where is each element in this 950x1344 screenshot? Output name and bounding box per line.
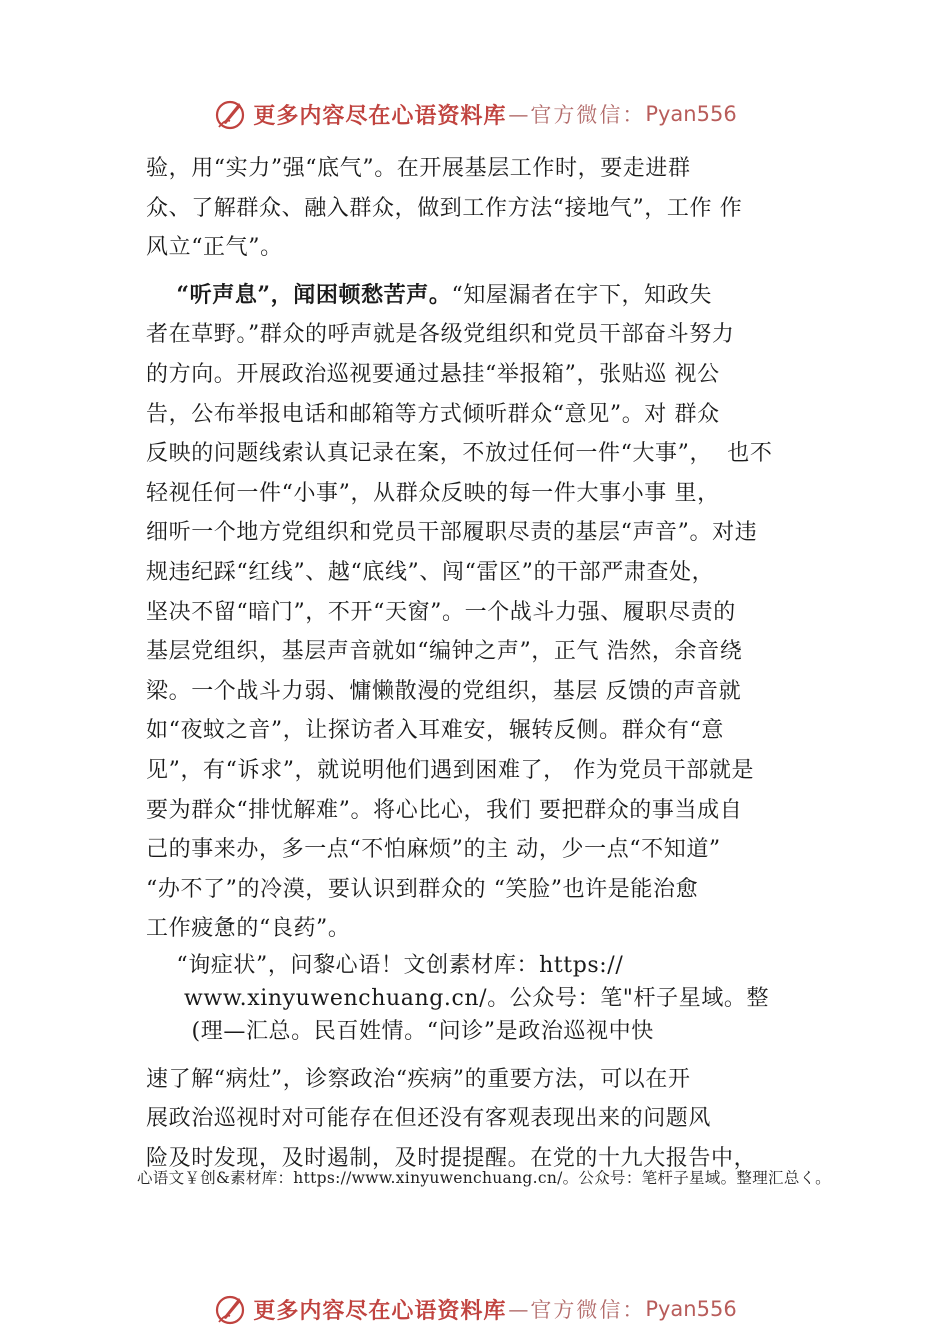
text-line: (理—汇总。民百姓情。“问诊”是政治巡视中快: [146, 1018, 654, 1044]
text-line: “询症状”，问黎心语！文创素材库：https://: [146, 952, 624, 978]
text-line: www.xinyuwenchuang.cn/。公众号：笔"杆子星域。整: [146, 985, 770, 1011]
banner-wechat-label: 官方微信：: [530, 103, 646, 127]
footer-banner: [0, 1287, 950, 1331]
banner-wechat-id: Pyan556: [645, 102, 737, 126]
text-span: “知屋漏者在宇下，知政失: [451, 282, 712, 308]
text-line: “办不了”的冷漠，要认识到群众的 “笑脸”也许是能治愈: [146, 876, 699, 902]
paragraph-2: [146, 276, 846, 949]
text-line: 速了解“病灶”，诊察政治“疾病”的重要方法，可以在开: [146, 1066, 691, 1092]
document-body: [146, 149, 846, 1179]
footer-note: 心语文￥创&素材库：https://www.xinyuwenchuang.cn/。公众号：笔杆子星域。整理汇总く。: [137, 1169, 831, 1187]
banner-dash: —: [508, 1297, 529, 1321]
banner-wechat-id: Pyan556: [645, 1297, 737, 1321]
banner-brand: 更多内容尽在心语资料库: [253, 1297, 507, 1324]
text-line: 轻视任何一件“小事”，从群众反映的每一件大事小事 里，: [146, 480, 720, 506]
text-line: 细听一个地方党组织和党员干部履职尽责的基层“声音”。对违: [146, 520, 758, 546]
text-line: 如“夜蚊之音”，让探访者入耳难安，辗转反侧。群众有“意: [146, 718, 724, 744]
text-line: 展政治巡视时对可能存在但还没有客观表现出来的问题风: [146, 1106, 712, 1132]
text-line: 告，公布举报电话和邮箱等方式倾听群众“意见”。对 群众: [146, 401, 720, 427]
text-line: 众、了解群众、融入群众，做到工作方法“接地气”，工作 作: [146, 195, 743, 221]
text-line: 的方向。开展政治巡视要通过悬挂“举报箱”，张贴巡 视公: [146, 361, 720, 387]
text-line: 要为群众“排忧解难”。将心比心，我们 要把群众的事当成自: [146, 797, 743, 823]
text-line: 己的事来办，多一点“不怕麻烦”的主 动，少一点“不知道”: [146, 837, 721, 863]
text-line: 见”，有“诉求”，就说明他们遇到困难了， 作为党员干部就是: [146, 757, 755, 783]
banner-dash: —: [508, 102, 529, 126]
banner-brand: 更多内容尽在心语资料库: [253, 102, 507, 129]
text-line: 验，用“实力”强“底气”。在开展基层工作时，要走进群: [146, 156, 691, 181]
paragraph-1: [146, 149, 846, 268]
text-line: 者在草野。”群众的呼声就是各级党组织和党员干部奋斗努力: [146, 322, 735, 348]
text-line: 风立“正气”。: [146, 235, 283, 261]
quill-logo-icon: [213, 97, 247, 131]
text-line: 反映的问题线索认真记录在案，不放过任何一件“大事”， 也不: [146, 441, 773, 467]
text-line: 坚决不留“暗门”，不开“天窗”。一个战斗力强、履职尽责的: [146, 599, 736, 625]
text-line: 规违纪踩“红线”、越“底线”、闯“雷区”的干部严肃查处，: [146, 559, 715, 585]
paragraph-3: [146, 1060, 846, 1179]
quill-logo-icon: [213, 1292, 247, 1326]
banner-wechat-label: 官方微信：: [530, 1298, 646, 1322]
paragraph-3-watermarked: [146, 949, 846, 1048]
text-line: 基层党组织，基层声音就如“编钟之声”，正气 浩然，余音绕: [146, 639, 743, 665]
header-banner: [0, 92, 950, 136]
text-line: 梁。一个战斗力弱、慵懒散漫的党组织，基层 反馈的声音就: [146, 678, 742, 704]
section-heading: “听声息”，闻困顿愁苦声。: [176, 281, 452, 308]
text-line: 险及时发现，及时遏制，及时提提醒。在党的十九大报告中，: [146, 1146, 757, 1172]
text-line: 工作疲惫的“良药”。: [146, 916, 351, 942]
paragraph-2-first-line: [146, 276, 846, 316]
